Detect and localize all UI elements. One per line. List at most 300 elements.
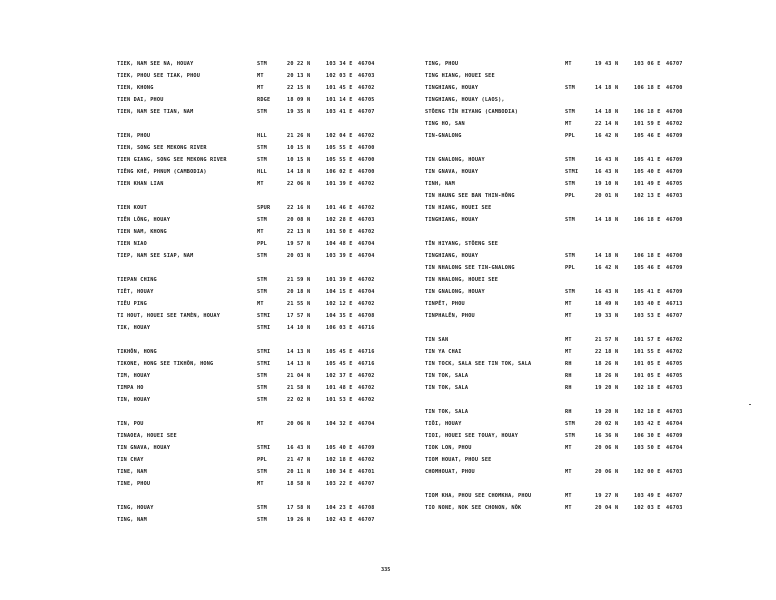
entry-name: TIEN DAI, PHOU (117, 97, 164, 103)
entry-longitude: 102 03 E (326, 73, 353, 79)
entry-sheet-code: 46703 (666, 193, 683, 199)
entry-feature-type: STMI (257, 313, 271, 319)
entry-sheet-code: 46700 (666, 253, 683, 259)
entry-sheet-code: 46705 (666, 181, 683, 187)
entry-feature-type: RDGE (257, 97, 271, 103)
entry-sheet-code: 46709 (666, 157, 683, 163)
entry-sheet-code: 46704 (358, 253, 375, 259)
gazetteer-entry (425, 491, 695, 501)
entry-name: TIEN, SONG SEE MEKONG RIVER (117, 145, 207, 151)
gazetteer-entry (425, 83, 695, 93)
entry-name: TINGHIANG, HOUAY (425, 217, 479, 223)
entry-feature-type: HLL (257, 133, 267, 139)
entry-sheet-code: 46700 (666, 217, 683, 223)
entry-latitude: 19 27 N (595, 493, 619, 499)
entry-sheet-code: 46703 (666, 409, 683, 415)
entry-name: TIEK, PHOU SEE TIAK, PHOU (117, 73, 201, 79)
entry-sheet-code: 46704 (358, 241, 375, 247)
entry-name: TIOM KHA, PHOU SEE CHOMKHA, PHOU (425, 493, 532, 499)
gazetteer-entry (117, 467, 387, 477)
entry-sheet-code: 46705 (358, 97, 375, 103)
entry-latitude: 20 03 N (287, 253, 311, 259)
entry-sheet-code: 46713 (666, 301, 683, 307)
entry-longitude: 101 39 E (326, 181, 353, 187)
entry-feature-type: MT (565, 505, 572, 511)
entry-name: TIN TOK, SALA (425, 385, 469, 391)
gazetteer-entry (425, 95, 695, 105)
gazetteer-entry (425, 503, 695, 513)
entry-sheet-code: 46709 (666, 169, 683, 175)
entry-feature-type: SPUR (257, 205, 271, 211)
gazetteer-entry (425, 275, 695, 285)
entry-feature-type: PPL (257, 457, 267, 463)
entry-longitude: 103 53 E (634, 313, 661, 319)
gazetteer-entry (117, 95, 387, 105)
entry-longitude: 103 50 E (634, 445, 661, 451)
entry-name: TIN-GNALONG (425, 133, 462, 139)
entry-name: TINAOEA, HOUEI SEE (117, 433, 177, 439)
gazetteer-entry (425, 431, 695, 441)
entry-longitude: 106 18 E (634, 217, 661, 223)
entry-feature-type: MT (565, 349, 572, 355)
entry-latitude: 16 43 N (595, 289, 619, 295)
entry-feature-type: STM (257, 217, 267, 223)
entry-name: TIOM HOUAT, PHOU SEE (425, 457, 492, 463)
entry-latitude: 14 13 N (287, 349, 311, 355)
entry-sheet-code: 46709 (666, 265, 683, 271)
gazetteer-entry (425, 131, 695, 141)
entry-feature-type: STM (257, 253, 267, 259)
entry-longitude: 102 04 E (326, 133, 353, 139)
entry-feature-type: RH (565, 361, 572, 367)
gazetteer-entry (117, 323, 387, 333)
entry-sheet-code: 46716 (358, 325, 375, 331)
gazetteer-entry (425, 143, 695, 153)
gazetteer-entry (117, 515, 387, 525)
entry-longitude: 102 18 E (634, 409, 661, 415)
entry-latitude: 18 49 N (595, 301, 619, 307)
entry-latitude: 17 58 N (287, 505, 311, 511)
entry-latitude: 21 58 N (287, 385, 311, 391)
entry-name: TIEN KOUT (117, 205, 147, 211)
entry-feature-type: STM (257, 157, 267, 163)
entry-sheet-code: 46702 (358, 229, 375, 235)
entry-sheet-code: 46700 (666, 85, 683, 91)
entry-sheet-code: 46703 (358, 217, 375, 223)
entry-longitude: 101 59 E (634, 121, 661, 127)
gazetteer-entry (117, 263, 387, 273)
entry-latitude: 14 18 N (595, 109, 619, 115)
entry-name: TIN GNAVA, HOUAY (425, 169, 479, 175)
entry-feature-type: PPL (565, 133, 575, 139)
entry-name: TINPÊT, PHOU (425, 301, 465, 307)
gazetteer-entry (425, 407, 695, 417)
entry-sheet-code: 46709 (666, 433, 683, 439)
entry-latitude: 20 13 N (287, 73, 311, 79)
entry-latitude: 20 06 N (595, 469, 619, 475)
gazetteer-entry (425, 119, 695, 129)
entry-name: TING HIANG, HOUEI SEE (425, 73, 495, 79)
entry-latitude: 19 57 N (287, 241, 311, 247)
entry-name: CHOMHOUAT, PHOU (425, 469, 475, 475)
entry-sheet-code: 46702 (358, 457, 375, 463)
entry-feature-type: MT (565, 301, 572, 307)
entry-name: TIN NHALONG, HOUEI SEE (425, 277, 499, 283)
entry-longitude: 105 55 E (326, 145, 353, 151)
entry-latitude: 22 14 N (595, 121, 619, 127)
entry-feature-type: STM (257, 277, 267, 283)
entry-latitude: 19 33 N (595, 313, 619, 319)
gazetteer-entry (117, 275, 387, 285)
gazetteer-entry (117, 227, 387, 237)
entry-latitude: 16 43 N (595, 157, 619, 163)
entry-longitude: 105 46 E (634, 265, 661, 271)
gazetteer-entry (117, 287, 387, 297)
entry-sheet-code: 46702 (358, 397, 375, 403)
gazetteer-entry (117, 359, 387, 369)
gazetteer-entry (425, 215, 695, 225)
entry-longitude: 101 55 E (634, 349, 661, 355)
gazetteer-entry (425, 167, 695, 177)
entry-longitude: 102 18 E (326, 457, 353, 463)
entry-longitude: 105 46 E (634, 133, 661, 139)
entry-latitude: 21 26 N (287, 133, 311, 139)
entry-sheet-code: 46702 (358, 301, 375, 307)
entry-name: TIM, HOUAY (117, 373, 151, 379)
entry-sheet-code: 46700 (358, 145, 375, 151)
gazetteer-entry (117, 155, 387, 165)
entry-latitude: 21 55 N (287, 301, 311, 307)
entry-longitude: 105 40 E (634, 169, 661, 175)
entry-sheet-code: 46709 (358, 445, 375, 451)
entry-feature-type: STMI (257, 361, 271, 367)
entry-sheet-code: 46703 (358, 73, 375, 79)
entry-name: TIN HAUNG SEE BAN THIN-HÔNG (425, 193, 515, 199)
entry-sheet-code: 46700 (358, 157, 375, 163)
gazetteer-entry (117, 131, 387, 141)
entry-longitude: 103 40 E (634, 301, 661, 307)
gazetteer-entry (425, 203, 695, 213)
entry-feature-type: PPL (565, 265, 575, 271)
entry-latitude: 19 43 N (595, 61, 619, 67)
gazetteer-entry (117, 311, 387, 321)
gazetteer-entry (425, 359, 695, 369)
entry-sheet-code: 46700 (358, 169, 375, 175)
entry-sheet-code: 46702 (666, 349, 683, 355)
entry-name: TIN TOK, SALA (425, 409, 469, 415)
entry-longitude: 101 45 E (326, 85, 353, 91)
gazetteer-entry (425, 383, 695, 393)
entry-longitude: 106 18 E (634, 253, 661, 259)
entry-longitude: 103 42 E (634, 421, 661, 427)
entry-latitude: 20 11 N (287, 469, 311, 475)
entry-feature-type: MT (257, 301, 264, 307)
gazetteer-entry (425, 263, 695, 273)
entry-name: TIO NONE, NOK SEE CHONON, NÔK (425, 505, 522, 511)
entry-feature-type: MT (565, 469, 572, 475)
entry-feature-type: STM (257, 469, 267, 475)
entry-feature-type: STM (257, 145, 267, 151)
entry-name: TIN TOCK, SALA SEE TIN TOK, SALA (425, 361, 532, 367)
entry-longitude: 101 05 E (634, 373, 661, 379)
entry-feature-type: MT (565, 445, 572, 451)
gazetteer-entry (425, 227, 695, 237)
entry-name: TINGHIANG, HOUAY (425, 85, 479, 91)
gazetteer-entry (425, 467, 695, 477)
entry-longitude: 100 34 E (326, 469, 353, 475)
entry-longitude: 101 14 E (326, 97, 353, 103)
scan-speck (749, 404, 751, 405)
entry-name: TIOK LON, PHOU (425, 445, 472, 451)
entry-longitude: 102 43 E (326, 517, 353, 523)
gazetteer-entry (425, 155, 695, 165)
entry-name: TIEN NAM, KHONG (117, 229, 167, 235)
entry-longitude: 103 49 E (634, 493, 661, 499)
entry-latitude: 10 15 N (287, 157, 311, 163)
entry-name: TINGHIANG, HOUAY (LAOS), (425, 97, 505, 103)
entry-sheet-code: 46702 (358, 205, 375, 211)
entry-sheet-code: 46702 (358, 373, 375, 379)
entry-longitude: 101 46 E (326, 205, 353, 211)
entry-feature-type: MT (565, 337, 572, 343)
entry-sheet-code: 46702 (358, 133, 375, 139)
entry-sheet-code: 46705 (666, 361, 683, 367)
entry-feature-type: STM (565, 157, 575, 163)
entry-longitude: 102 03 E (634, 505, 661, 511)
gazetteer-entry (117, 419, 387, 429)
entry-name: TIEN KHAN LIAN (117, 181, 164, 187)
entry-longitude: 101 49 E (634, 181, 661, 187)
entry-latitude: 16 42 N (595, 133, 619, 139)
entry-latitude: 17 57 N (287, 313, 311, 319)
entry-sheet-code: 46704 (358, 61, 375, 67)
entry-longitude: 104 15 E (326, 289, 353, 295)
entry-feature-type: PPL (565, 193, 575, 199)
entry-name: TIEN, PHOU (117, 133, 151, 139)
gazetteer-entry (117, 395, 387, 405)
entry-latitude: 14 18 N (595, 253, 619, 259)
entry-name: TIN HIANG, HOUEI SEE (425, 205, 492, 211)
entry-name: TIEN, KHONG (117, 85, 154, 91)
gazetteer-entry (117, 239, 387, 249)
entry-sheet-code: 46702 (666, 121, 683, 127)
entry-latitude: 20 01 N (595, 193, 619, 199)
gazetteer-entry (425, 251, 695, 261)
entry-sheet-code: 46705 (666, 373, 683, 379)
gazetteer-entry (117, 503, 387, 513)
entry-name: TIK, HOUAY (117, 325, 151, 331)
entry-sheet-code: 46708 (358, 505, 375, 511)
entry-feature-type: MT (257, 73, 264, 79)
entry-latitude: 19 26 N (287, 517, 311, 523)
entry-latitude: 20 06 N (595, 445, 619, 451)
entry-longitude: 104 35 E (326, 313, 353, 319)
entry-feature-type: STM (565, 421, 575, 427)
entry-feature-type: STMI (257, 325, 271, 331)
page-number: 335 (381, 567, 391, 573)
entry-latitude: 19 35 N (287, 109, 311, 115)
entry-feature-type: MT (565, 493, 572, 499)
gazetteer-entry (425, 299, 695, 309)
entry-latitude: 18 26 N (595, 373, 619, 379)
entry-longitude: 104 32 E (326, 421, 353, 427)
entry-name: TINH, NAM (425, 181, 455, 187)
entry-feature-type: STM (565, 109, 575, 115)
entry-longitude: 102 37 E (326, 373, 353, 379)
entry-longitude: 101 48 E (326, 385, 353, 391)
entry-feature-type: STM (257, 109, 267, 115)
gazetteer-entry (425, 287, 695, 297)
entry-name: TINPHALÊN, PHOU (425, 313, 475, 319)
entry-latitude: 19 10 N (595, 181, 619, 187)
gazetteer-entry (425, 71, 695, 81)
entry-longitude: 103 06 E (634, 61, 661, 67)
entry-feature-type: STM (257, 517, 267, 523)
entry-latitude: 14 18 N (595, 217, 619, 223)
gazetteer-entry (117, 215, 387, 225)
entry-name: TIEP, NAM SEE SIAP, NAM (117, 253, 194, 259)
entry-name: TIÊU PING (117, 301, 147, 307)
entry-feature-type: HLL (257, 169, 267, 175)
entry-sheet-code: 46702 (358, 385, 375, 391)
entry-name: TIN, POU (117, 421, 144, 427)
entry-name: TIEN NIAO (117, 241, 147, 247)
gazetteer-entry (425, 59, 695, 69)
entry-name: TIÔI, HOUAY (425, 421, 462, 427)
entry-feature-type: STM (257, 397, 267, 403)
gazetteer-entry (425, 419, 695, 429)
entry-longitude: 105 40 E (326, 445, 353, 451)
entry-longitude: 106 02 E (326, 169, 353, 175)
entry-longitude: 103 41 E (326, 109, 353, 115)
entry-longitude: 103 34 E (326, 61, 353, 67)
entry-longitude: 106 03 E (326, 325, 353, 331)
entry-feature-type: PPL (257, 241, 267, 247)
entry-sheet-code: 46707 (358, 481, 375, 487)
entry-latitude: 21 04 N (287, 373, 311, 379)
entry-name: TIÊN LÔNG, HOUAY (117, 217, 171, 223)
entry-name: TIN GNAVA, HOUAY (117, 445, 171, 451)
entry-feature-type: STM (257, 61, 267, 67)
gazetteer-entry (425, 443, 695, 453)
entry-latitude: 20 02 N (595, 421, 619, 427)
entry-name: TING, PHOU (425, 61, 459, 67)
entry-feature-type: MT (257, 181, 264, 187)
entry-sheet-code: 46707 (666, 313, 683, 319)
entry-name: TINE, NAM (117, 469, 147, 475)
entry-name: TIÊNG KHÉ, PHNUM (CAMBODIA) (117, 169, 207, 175)
entry-feature-type: RH (565, 373, 572, 379)
entry-name: TING HO, SAN (425, 121, 465, 127)
entry-feature-type: RH (565, 409, 572, 415)
entry-name: TIEK, NAM SEE NA, HOUAY (117, 61, 194, 67)
entry-name: TIN GNALONG, HOUAY (425, 157, 485, 163)
entry-longitude: 102 13 E (634, 193, 661, 199)
entry-feature-type: STM (565, 433, 575, 439)
entry-name: TIMPA HO (117, 385, 144, 391)
entry-latitude: 18 58 N (287, 481, 311, 487)
gazetteer-entry (117, 251, 387, 261)
entry-feature-type: STM (257, 289, 267, 295)
gazetteer-entry (425, 191, 695, 201)
entry-latitude: 22 18 N (595, 349, 619, 355)
gazetteer-entry (117, 167, 387, 177)
entry-sheet-code: 46703 (666, 505, 683, 511)
entry-feature-type: MT (565, 121, 572, 127)
entry-feature-type: STM (257, 373, 267, 379)
entry-longitude: 105 45 E (326, 349, 353, 355)
entry-sheet-code: 46716 (358, 361, 375, 367)
entry-latitude: 22 06 N (287, 181, 311, 187)
gazetteer-entry (425, 455, 695, 465)
entry-sheet-code: 46700 (666, 109, 683, 115)
entry-latitude: 21 57 N (595, 337, 619, 343)
gazetteer-entry (117, 491, 387, 501)
entry-name: TINE, PHOU (117, 481, 151, 487)
entry-latitude: 14 13 N (287, 361, 311, 367)
entry-latitude: 20 08 N (287, 217, 311, 223)
gazetteer-entry (425, 335, 695, 345)
gazetteer-entry (425, 395, 695, 405)
entry-longitude: 101 50 E (326, 229, 353, 235)
entry-feature-type: RH (565, 385, 572, 391)
gazetteer-entry (425, 179, 695, 189)
entry-name: TIKHÔN, HONG (117, 349, 157, 355)
entry-latitude: 14 10 N (287, 325, 311, 331)
entry-name: TIN, HOUAY (117, 397, 151, 403)
entry-latitude: 20 06 N (287, 421, 311, 427)
gazetteer-entry (117, 431, 387, 441)
entry-sheet-code: 46702 (358, 277, 375, 283)
entry-latitude: 16 36 N (595, 433, 619, 439)
entry-feature-type: MT (257, 85, 264, 91)
entry-name: TIN TOK, SALA (425, 373, 469, 379)
entry-name: TIN GNALONG, HOUAY (425, 289, 485, 295)
gazetteer-entry (117, 191, 387, 201)
entry-name: TIN YA CHAI (425, 349, 462, 355)
entry-longitude: 102 28 E (326, 217, 353, 223)
entry-latitude: 21 47 N (287, 457, 311, 463)
entry-name: TIOI, HOUEI SEE TOUAY, HOUAY (425, 433, 519, 439)
entry-longitude: 103 39 E (326, 253, 353, 259)
entry-feature-type: STM (565, 217, 575, 223)
entry-name: TIN SAN (425, 337, 449, 343)
entry-latitude: 19 20 N (595, 409, 619, 415)
gazetteer-entry (425, 323, 695, 333)
entry-longitude: 102 18 E (634, 385, 661, 391)
entry-latitude: 18 26 N (595, 361, 619, 367)
gazetteer-entry (117, 299, 387, 309)
entry-latitude: 20 18 N (287, 289, 311, 295)
entry-sheet-code: 46709 (666, 289, 683, 295)
entry-longitude: 101 39 E (326, 277, 353, 283)
entry-sheet-code: 46708 (358, 313, 375, 319)
entry-latitude: 14 18 N (595, 85, 619, 91)
entry-name: TIEN GIANG, SONG SEE MEKONG RIVER (117, 157, 227, 163)
gazetteer-entry (425, 479, 695, 489)
entry-longitude: 101 53 E (326, 397, 353, 403)
entry-sheet-code: 46702 (358, 181, 375, 187)
gazetteer-entry (117, 59, 387, 69)
entry-longitude: 104 48 E (326, 241, 353, 247)
gazetteer-entry (117, 383, 387, 393)
entry-feature-type: MT (565, 313, 572, 319)
gazetteer-entry (117, 71, 387, 81)
entry-latitude: 22 02 N (287, 397, 311, 403)
gazetteer-entry (425, 239, 695, 249)
entry-sheet-code: 46702 (358, 85, 375, 91)
entry-name: TINGHIANG, HOUAY (425, 253, 479, 259)
